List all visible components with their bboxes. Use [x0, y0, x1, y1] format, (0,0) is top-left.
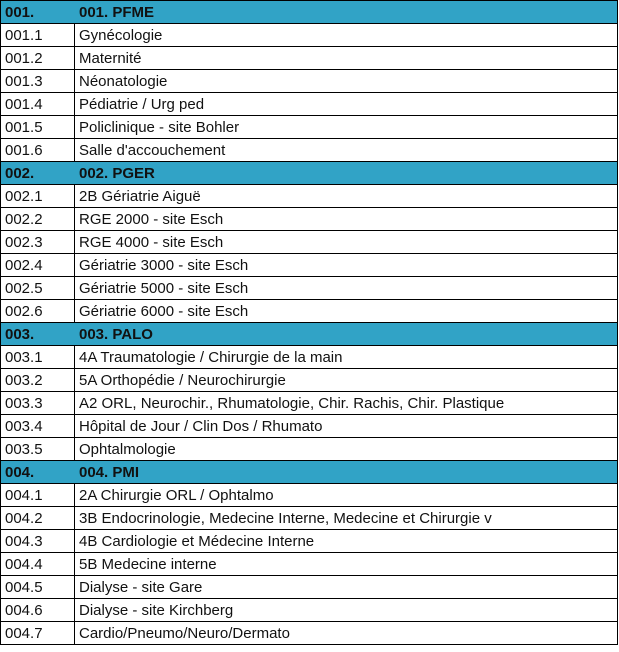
group-title: 002. PGER	[79, 164, 155, 182]
row-code: 001.2	[1, 47, 75, 69]
table-row	[0, 346, 618, 369]
row-code: 001.5	[1, 116, 75, 138]
group-header-row	[0, 0, 618, 24]
table-row	[0, 24, 618, 47]
table-row	[0, 553, 618, 576]
row-label: Pédiatrie / Urg ped	[79, 95, 205, 113]
table-row	[0, 530, 618, 553]
row-label: Gériatrie 5000 - site Esch	[79, 279, 249, 297]
row-label: 2B Gériatrie Aiguë	[79, 187, 201, 205]
group-header-row	[0, 461, 618, 484]
row-code: 001.4	[1, 93, 75, 115]
row-label: A2 ORL, Neurochir., Rhumatologie, Chir. Rachis, Chir. Plastique	[79, 394, 505, 412]
table-row	[0, 438, 618, 461]
row-label: RGE 4000 - site Esch	[79, 233, 224, 251]
row-label: Dialyse - site Kirchberg	[79, 601, 234, 619]
table-row	[0, 185, 618, 208]
group-title: 003. PALO	[79, 325, 153, 343]
row-code: 002.1	[1, 185, 75, 207]
row-code: 003.4	[1, 415, 75, 437]
row-label: Dialyse - site Gare	[79, 578, 203, 596]
row-code: 004.1	[1, 484, 75, 506]
row-code: 001.3	[1, 70, 75, 92]
row-code: 004.7	[1, 622, 75, 644]
group-code: 002.	[5, 164, 35, 182]
group-title: 001. PFME	[79, 3, 155, 21]
row-code: 004.4	[1, 553, 75, 575]
row-code: 002.6	[1, 300, 75, 322]
row-code: 001.6	[1, 139, 75, 161]
row-code: 003.5	[1, 438, 75, 460]
row-code: 004.6	[1, 599, 75, 621]
table-row	[0, 116, 618, 139]
table-row	[0, 47, 618, 70]
row-label: Ophtalmologie	[79, 440, 176, 458]
group-title: 004. PMI	[79, 463, 140, 481]
row-label: Gériatrie 3000 - site Esch	[79, 256, 249, 274]
row-code: 002.4	[1, 254, 75, 276]
group-header-row	[0, 162, 618, 185]
row-label: 2A Chirurgie ORL / Ophtalmo	[79, 486, 274, 504]
row-label: Gériatrie 6000 - site Esch	[79, 302, 249, 320]
row-code: 002.3	[1, 231, 75, 253]
row-label: Maternité	[79, 49, 142, 67]
table-row	[0, 369, 618, 392]
table-row	[0, 392, 618, 415]
row-code: 004.2	[1, 507, 75, 529]
table-row	[0, 139, 618, 162]
row-code: 003.1	[1, 346, 75, 368]
table-row	[0, 254, 618, 277]
table-row	[0, 484, 618, 507]
group-code: 001.	[5, 3, 35, 21]
group-header-row	[0, 323, 618, 346]
row-code: 002.2	[1, 208, 75, 230]
row-code: 003.2	[1, 369, 75, 391]
table-row	[0, 507, 618, 530]
row-label: 4A Traumatologie / Chirurgie de la main	[79, 348, 343, 366]
row-label: 5A Orthopédie / Neurochirurgie	[79, 371, 286, 389]
row-code: 001.1	[1, 24, 75, 46]
table-row	[0, 70, 618, 93]
row-code: 003.3	[1, 392, 75, 414]
row-label: Néonatologie	[79, 72, 168, 90]
table-row	[0, 277, 618, 300]
row-label: 4B Cardiologie et Médecine Interne	[79, 532, 315, 550]
table-row	[0, 231, 618, 254]
table-row	[0, 622, 618, 645]
table-row	[0, 300, 618, 323]
table-row	[0, 576, 618, 599]
row-code: 002.5	[1, 277, 75, 299]
row-label: Salle d'accouchement	[79, 141, 226, 159]
table-row	[0, 599, 618, 622]
group-code: 004.	[5, 463, 35, 481]
table-row	[0, 93, 618, 116]
row-label: Hôpital de Jour / Clin Dos / Rhumato	[79, 417, 323, 435]
table-row	[0, 415, 618, 438]
row-label: Policlinique - site Bohler	[79, 118, 240, 136]
row-label: Gynécologie	[79, 26, 163, 44]
row-label: 5B Medecine interne	[79, 555, 217, 573]
row-label: RGE 2000 - site Esch	[79, 210, 224, 228]
row-label: Cardio/Pneumo/Neuro/Dermato	[79, 624, 290, 642]
row-code: 004.5	[1, 576, 75, 598]
row-code: 004.3	[1, 530, 75, 552]
table-row	[0, 208, 618, 231]
row-label: 3B Endocrinologie, Medecine Interne, Medecine et Chirurgie v	[79, 509, 492, 527]
group-code: 003.	[5, 325, 35, 343]
